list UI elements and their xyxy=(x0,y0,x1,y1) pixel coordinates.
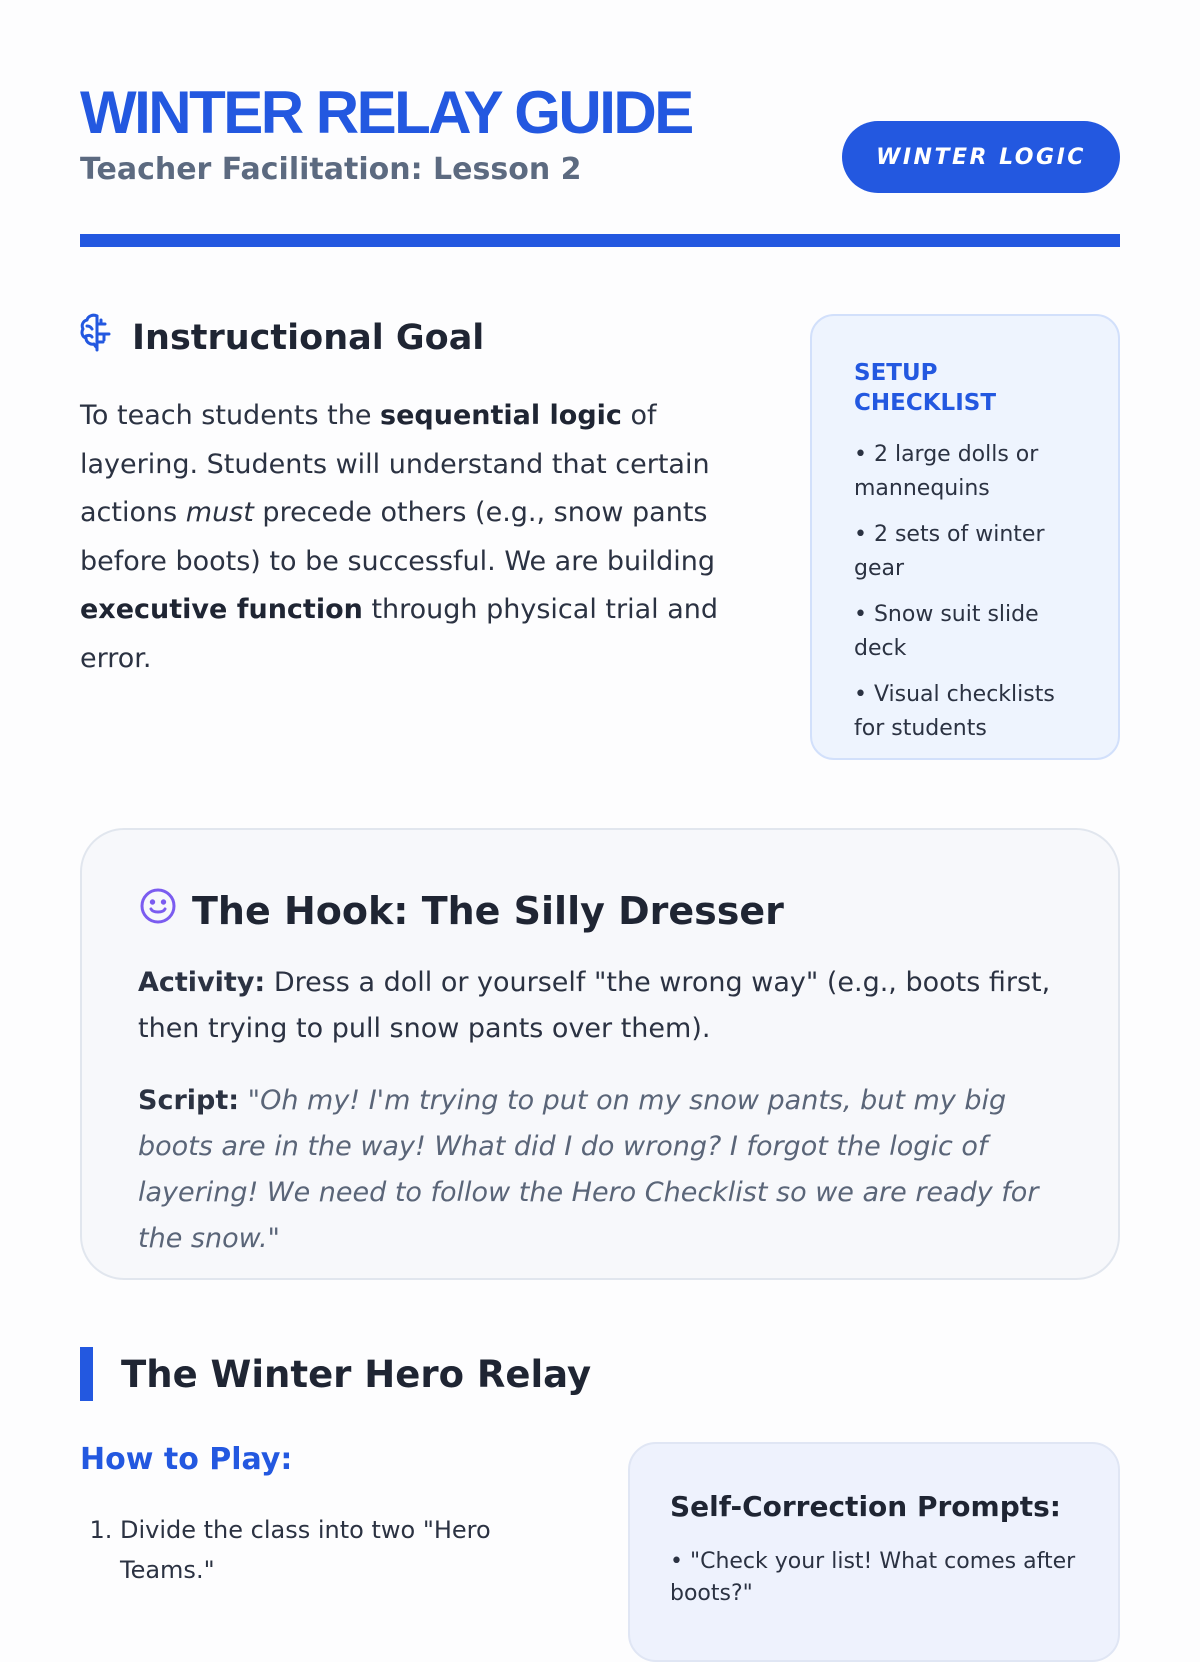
goal-text-part: precede others (e.g., snow pants before boots) to be successful. We are building xyxy=(80,497,716,577)
goal-text-part: To teach students the xyxy=(80,400,381,431)
setup-checklist-card xyxy=(810,314,1120,760)
instructional-goal-section xyxy=(80,312,770,684)
goal-text-bold: executive function xyxy=(80,594,363,626)
hook-card xyxy=(80,828,1120,1280)
page-header xyxy=(80,78,1120,248)
self-correction-list xyxy=(670,1546,1078,1610)
instructional-goal-text xyxy=(80,392,770,684)
goal-text-part: through physical trial and error. xyxy=(80,594,719,674)
self-correction-heading: Self-Correction Prompts: xyxy=(670,1490,1061,1523)
how-to-play-heading: How to Play: xyxy=(80,1442,293,1477)
hook-activity xyxy=(138,960,1062,1052)
goal-text-part: of layering. Students will understand that certain actions xyxy=(80,400,710,529)
activity-label: Activity: xyxy=(138,967,266,998)
goal-text-bold: sequential logic xyxy=(380,400,622,431)
script-label: Script: xyxy=(138,1085,240,1116)
hook-heading xyxy=(138,886,1062,936)
smile-icon xyxy=(138,886,178,936)
instructional-goal-title: Instructional Goal xyxy=(132,318,485,358)
page-title: WINTER RELAY GUIDE xyxy=(80,79,692,146)
activity-text: Dress a doll or yourself "the wrong way" (e.g., boots first, then trying to pull snow pants over them). xyxy=(138,967,1051,1044)
how-to-play-steps xyxy=(80,1510,580,1590)
relay-title: The Winter Hero Relay xyxy=(121,1352,592,1396)
brain-icon xyxy=(80,312,118,364)
page-subtitle: Teacher Facilitation: Lesson 2 xyxy=(80,152,582,187)
relay-heading xyxy=(80,1347,591,1401)
instructional-goal-heading xyxy=(80,312,770,364)
header-divider xyxy=(80,234,1120,247)
goal-text-italic: must xyxy=(185,497,254,529)
self-correction-card xyxy=(628,1442,1120,1662)
prompt-item: • "Check your list! What comes after boots?" xyxy=(670,1549,1076,1606)
setup-checklist-heading: SETUP CHECKLIST xyxy=(854,360,997,416)
hook-title: The Hook: The Silly Dresser xyxy=(192,889,784,933)
hook-script xyxy=(138,1078,1062,1262)
winter-logic-badge[interactable]: WINTER LOGIC xyxy=(842,121,1120,193)
checklist-item: • 2 large dolls or mannequins xyxy=(854,442,1039,501)
step-item: 1. Divide the class into two "Hero Teams." xyxy=(120,1510,580,1590)
checklist-item: • Visual checklists for students xyxy=(854,682,1055,741)
script-quote: "Oh my! I'm trying to put on my snow pants, but my big boots are in the way! What did I do wrong? I forgot the logic of layering! We need to follow the Hero Checklist so we are ready for the snow." xyxy=(138,1085,1039,1254)
checklist-item: • Snow suit slide deck xyxy=(854,602,1039,661)
relay-accent-bar xyxy=(80,1347,93,1401)
setup-checklist xyxy=(854,438,1078,745)
checklist-item: • 2 sets of winter gear xyxy=(854,522,1045,581)
